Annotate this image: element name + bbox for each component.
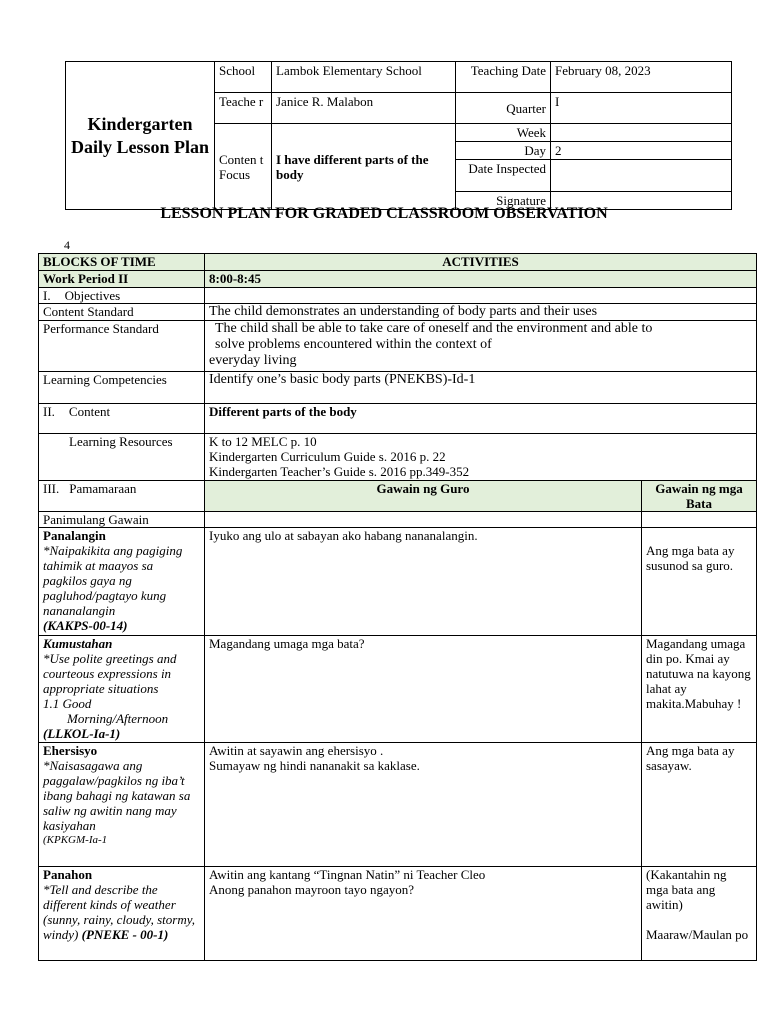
panalangin-guro: Iyuko ang ulo at sabayan ako habang nananalangin. <box>205 528 642 636</box>
panahon-row <box>39 867 757 961</box>
resource-1: K to 12 MELC p. 10 <box>209 434 317 449</box>
panahon-bata-1: (Kakantahin ng mga bata ang awitin) <box>646 867 727 912</box>
kumustahan-row <box>39 636 757 743</box>
work-period-row <box>39 271 757 288</box>
panahon-guro-2: Anong panahon mayroon tayo ngayon? <box>209 882 415 897</box>
learning-resources-row <box>39 434 757 481</box>
panalangin-row <box>39 528 757 636</box>
panahon-bata-2: Maaraw/Maulan po <box>646 927 749 942</box>
quarter-label: Quarter <box>456 93 551 124</box>
panalangin-bata: Ang mga bata ay susunod sa guro. <box>642 528 757 636</box>
header-table <box>65 61 732 210</box>
ehersisyo-heading: Ehersisyo <box>43 743 98 758</box>
activities-header: ACTIVITIES <box>205 254 757 271</box>
teacher-value: Janice R. Malabon <box>272 93 456 124</box>
ehersisyo-guro-2: Sumayaw ng hindi nananakit sa kaklase. <box>209 758 420 773</box>
quarter-value: I <box>551 93 732 124</box>
kumustahan-heading: Kumustahan <box>43 636 113 651</box>
kumustahan-bata: Magandang umaga din po. Kmai ay natutuwa na kayong lahat ay makita.Mabuhay ! <box>642 636 757 743</box>
kumustahan-cell <box>39 636 205 743</box>
learning-competencies-value: Identify one’s basic body parts (PNEKBS)-Id-1 <box>205 372 757 404</box>
blocks-of-time-header: BLOCKS OF TIME <box>39 254 205 271</box>
resource-3: Kindergarten Teacher’s Guide s. 2016 pp.349-352 <box>209 464 470 479</box>
ehersisyo-code: (KPKGM-Ia-1 <box>43 834 108 846</box>
work-period-time: 8:00-8:45 <box>205 271 757 288</box>
learning-resources-label: Learning Resources <box>39 434 205 481</box>
panalangin-heading: Panalangin <box>43 528 106 543</box>
panimulang-guro <box>205 512 642 528</box>
panahon-guro-1: Awitin ang kantang “Tingnan Natin” ni Teacher Cleo <box>209 867 486 882</box>
plan-title: Kindergarten Daily Lesson Plan <box>66 62 215 210</box>
content-standard-label: Content Standard <box>39 304 205 321</box>
content-standard-value: The child demonstrates an understanding of body parts and their uses <box>205 304 757 321</box>
panimulang-row <box>39 512 757 528</box>
kumustahan-item-2: Morning/Afternoon <box>67 711 169 726</box>
panahon-heading: Panahon <box>43 867 93 882</box>
content-row <box>39 404 757 434</box>
date-inspected-value <box>551 160 732 192</box>
kumustahan-guro: Magandang umaga mga bata? <box>205 636 642 743</box>
performance-standard-row <box>39 321 757 372</box>
performance-line-2: solve problems encountered within the context of <box>215 337 492 352</box>
resource-2: Kindergarten Curriculum Guide s. 2016 p. 22 <box>209 449 446 464</box>
performance-line-3: everyday living <box>209 353 297 368</box>
ehersisyo-guro-1: Awitin at sayawin ang ehersisyo . <box>209 743 384 758</box>
school-label: School <box>215 62 272 93</box>
kumustahan-code: (LLKOL-Ia-1) <box>43 726 121 741</box>
teacher-label: Teache r <box>215 93 272 124</box>
document-number: 4 <box>64 238 70 252</box>
day-label: Day <box>456 142 551 160</box>
week-label: Week <box>456 124 551 142</box>
content-focus-label: Conten t Focus <box>215 124 272 210</box>
panahon-desc-text: *Tell and describe the different kinds of weather (sunny, rainy, cloudy, stormy, windy) <box>43 882 196 942</box>
objectives-row <box>39 288 757 304</box>
content-label <box>39 404 205 434</box>
panahon-guro <box>205 867 642 961</box>
objectives-text: Objectives <box>64 288 121 303</box>
performance-standard-value <box>205 321 757 372</box>
objectives-number: I. <box>43 288 51 303</box>
performance-standard-label: Performance Standard <box>39 321 205 372</box>
school-value: Lambok Elementary School <box>272 62 456 93</box>
pamamaraan-label <box>39 481 205 512</box>
gawain-bata-header: Gawain ng mga Bata <box>642 481 757 512</box>
panalangin-desc: *Naipakikita ang pagiging tahimik at maayos sa pagkilos gaya ng pagluhod/pagtayo kung nananalangin <box>43 543 183 618</box>
document-title: LESSON PLAN FOR GRADED CLASSROOM OBSERVATION <box>160 205 608 222</box>
gawain-guro-header: Gawain ng Guro <box>205 481 642 512</box>
panahon-code: (PNEKE - 00-1) <box>81 927 169 942</box>
content-number: II. <box>43 404 55 419</box>
signature-label: Signature <box>456 192 551 210</box>
content-text: Content <box>68 404 111 419</box>
panalangin-code: (KAKPS-00-14) <box>43 618 128 633</box>
week-value <box>551 124 732 142</box>
ehersisyo-row <box>39 743 757 867</box>
performance-line-1: The child shall be able to take care of oneself and the environment and able to <box>215 321 653 336</box>
pamamaraan-number: III. <box>43 481 60 496</box>
lesson-plan-table <box>38 253 757 961</box>
learning-competencies-label: Learning Competencies <box>39 372 205 404</box>
learning-resources-value <box>205 434 757 481</box>
ehersisyo-cell <box>39 743 205 867</box>
panimulang-bata <box>642 512 757 528</box>
ehersisyo-bata: Ang mga bata ay sasayaw. <box>642 743 757 867</box>
panahon-bata <box>642 867 757 961</box>
work-period-label: Work Period II <box>39 271 205 288</box>
teaching-date-label: Teaching Date <box>456 62 551 93</box>
pamamaraan-row <box>39 481 757 512</box>
teaching-date-value: February 08, 2023 <box>551 62 732 93</box>
learning-competencies-row <box>39 372 757 404</box>
ehersisyo-desc: *Naisasagawa ang paggalaw/pagkilos ng iba’t ibang bahagi ng katawan sa saliw ng awitin nang may kasiyahan <box>43 758 191 833</box>
kumustahan-item-1: 1.1 Good <box>43 696 92 711</box>
objectives-label <box>39 288 205 304</box>
content-standard-row <box>39 304 757 321</box>
panahon-cell <box>39 867 205 961</box>
kumustahan-desc: *Use polite greetings and courteous expressions in appropriate situations <box>43 651 177 696</box>
content-focus-value: I have different parts of the body <box>272 124 456 210</box>
panahon-desc <box>43 882 200 942</box>
ehersisyo-guro <box>205 743 642 867</box>
table-header-row <box>39 254 757 271</box>
objectives-value <box>205 288 757 304</box>
pamamaraan-text: Pamamaraan <box>69 481 137 496</box>
panimulang-label: Panimulang Gawain <box>39 512 205 528</box>
day-value: 2 <box>551 142 732 160</box>
content-value: Different parts of the body <box>205 404 757 434</box>
panalangin-cell <box>39 528 205 636</box>
date-inspected-label: Date Inspected <box>456 160 551 192</box>
